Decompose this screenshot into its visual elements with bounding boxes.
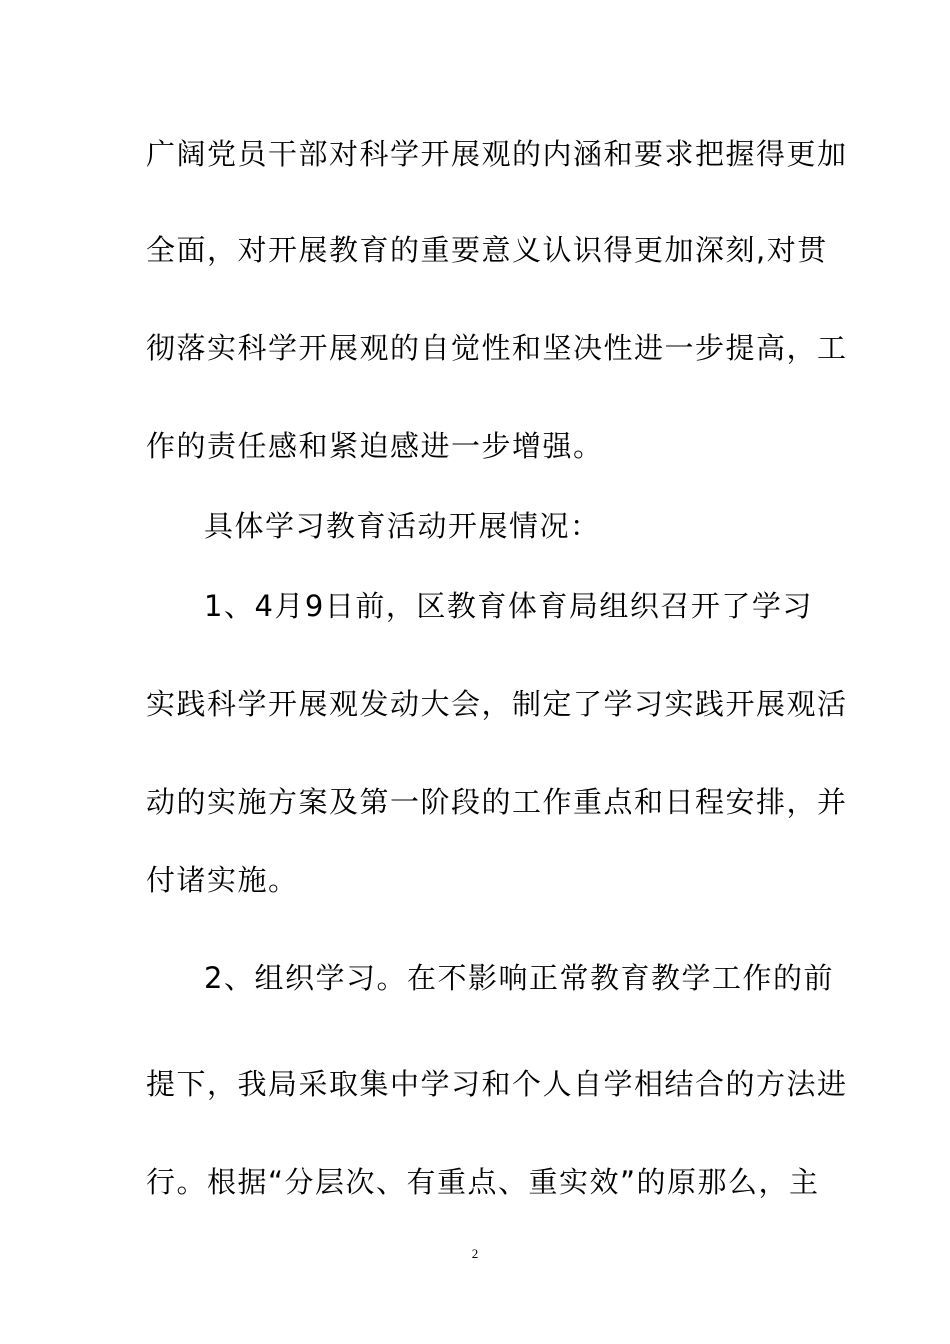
text-line-9: 付诸实施。 — [146, 863, 299, 897]
text-line-3: 彻落实科学开展观的自觉性和坚决性进一步提高，工 — [146, 331, 848, 365]
text-line-1: 广阔党员干部对科学开展观的内涵和要求把握得更加 — [146, 137, 848, 171]
page-number: 2 — [471, 1246, 479, 1261]
text-line-7: 实践科学开展观发动大会，制定了学习实践开展观活 — [146, 687, 848, 721]
text-line-2: 全面，对开展教育的重要意义认识得更加深刻,对贯 — [146, 233, 828, 267]
text-line-11: 提下，我局采取集中学习和个人自学相结合的方法进 — [146, 1067, 848, 1101]
text-line-10: 2、组织学习。在不影响正常教育教学工作的前 — [204, 961, 834, 995]
text-line-4: 作的责任感和紧迫感进一步增强。 — [146, 429, 604, 463]
text-line-12: 行。根据“分层次、有重点、重实效”的原那么，主 — [146, 1165, 820, 1199]
text-line-8: 动的实施方案及第一阶段的工作重点和日程安排，并 — [146, 785, 848, 819]
text-line-5: 具体学习教育活动开展情况： — [204, 509, 601, 543]
text-line-6: 1、4月9日前，区教育体育局组织召开了学习 — [204, 589, 813, 623]
